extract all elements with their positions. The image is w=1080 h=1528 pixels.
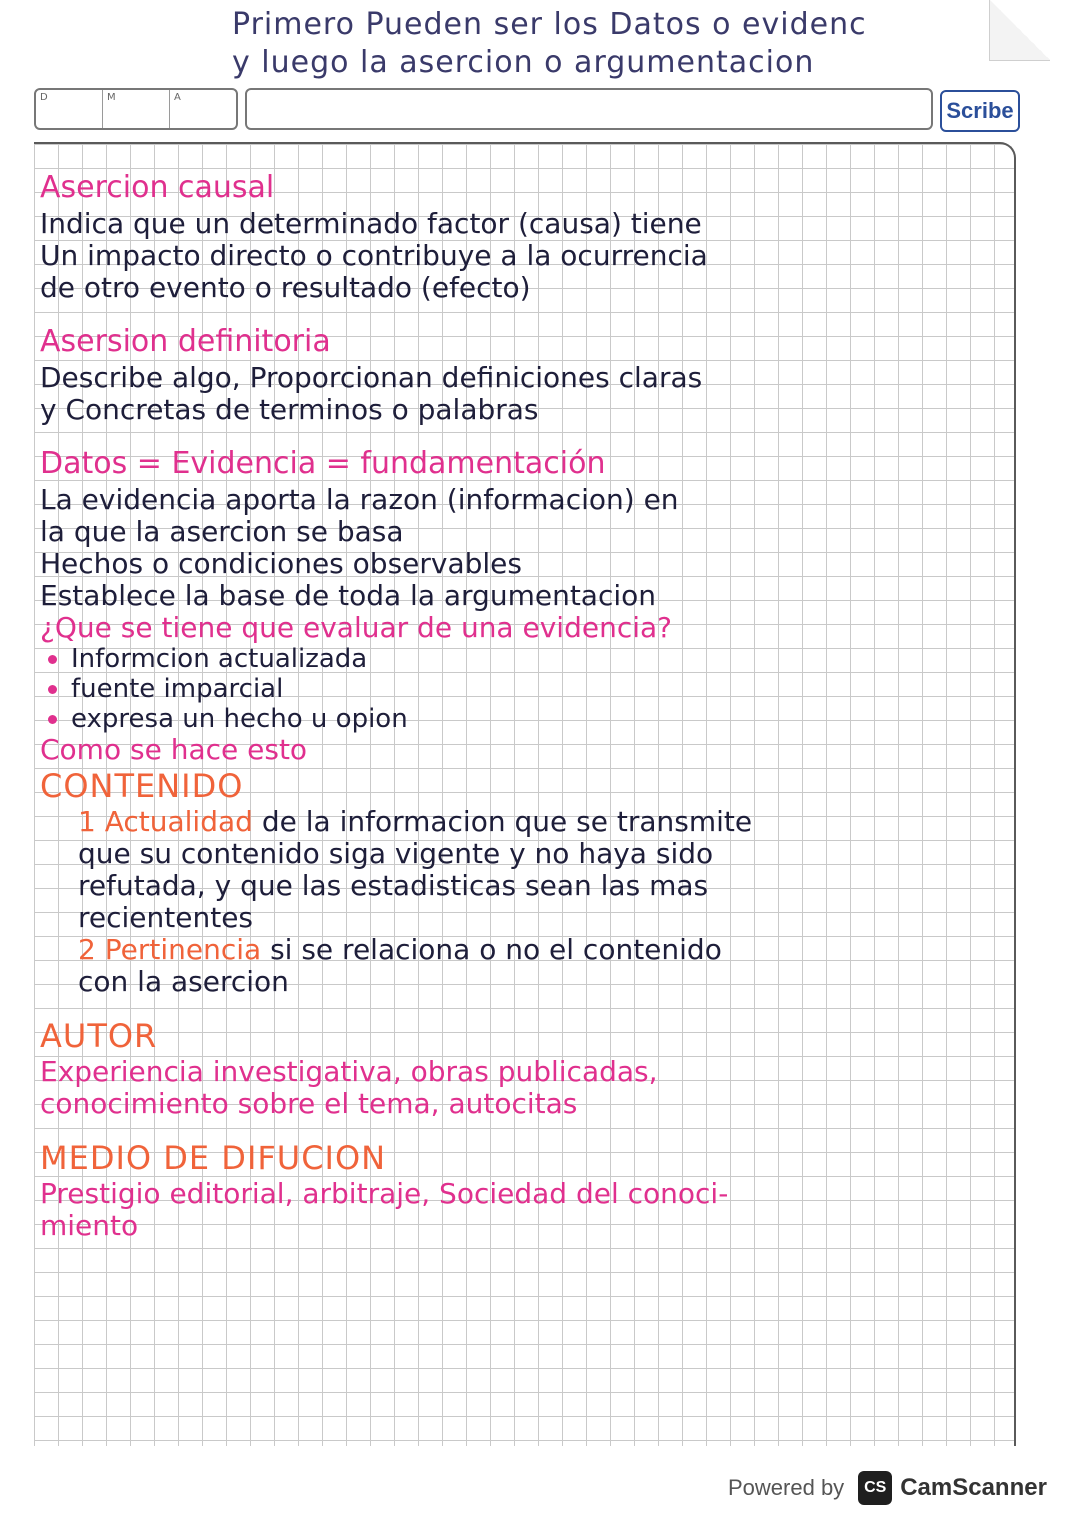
- section-definitoria-title: Asersion definitoria: [40, 324, 331, 359]
- list-item: [48, 704, 1000, 734]
- section-causal: [40, 168, 1000, 304]
- medio-line-2: miento: [40, 1209, 139, 1242]
- definitoria-line-1: Describe algo, Proporcionan definiciones claras: [40, 361, 703, 394]
- bullet-dot-icon: [48, 655, 57, 664]
- header-note-line-2: y luego la asercion o argumentacion: [232, 45, 815, 80]
- datos-bullet-list: [40, 644, 1000, 734]
- autor-line-2: conocimiento sobre el tema, autocitas: [40, 1087, 578, 1120]
- section-definitoria: [40, 322, 1000, 426]
- header-note-line-1: Primero Pueden ser los Datos o evidenc: [232, 7, 867, 42]
- section-autor-title: AUTOR: [40, 1017, 158, 1055]
- section-datos-title: Datos = Evidencia = fundamentación: [40, 446, 606, 481]
- date-box: [34, 88, 238, 130]
- date-day-cell: D: [36, 90, 103, 128]
- contenido-item-1-line-4: reciententes: [78, 901, 254, 934]
- contenido-item-1-label: 1 Actualidad: [78, 805, 253, 838]
- title-box: [245, 88, 933, 130]
- causal-line-3: de otro evento o resultado (efecto): [40, 271, 531, 304]
- datos-line-4: Establece la base de toda la argumentacion: [40, 579, 657, 612]
- medio-line-1: Prestigio editorial, arbitraje, Sociedad del conoci-: [40, 1177, 729, 1210]
- section-causal-title: Asercion causal: [40, 170, 275, 205]
- contenido-item-1-line-1: de la informacion que se transmite: [261, 805, 753, 838]
- camscanner-logo-icon: CS: [858, 1471, 892, 1505]
- contenido-item-2: [40, 934, 1000, 966]
- bullet-text: expresa un hecho u opion: [71, 704, 408, 734]
- section-autor: [40, 1016, 1000, 1120]
- powered-by-text: Powered by: [728, 1475, 845, 1500]
- datos-line-1: La evidencia aporta la razon (informacion) en: [40, 483, 679, 516]
- section-datos: [40, 444, 1000, 766]
- contenido-item-1-line-3: refutada, y que las estadisticas sean las mas: [78, 869, 709, 902]
- bullet-text: Informcion actualizada: [71, 644, 368, 674]
- section-contenido: [40, 766, 1000, 998]
- bullet-text: fuente imparcial: [71, 674, 284, 704]
- contenido-item-1-line-2: que su contenido siga vigente y no haya sido: [78, 837, 714, 870]
- header-note: [232, 6, 992, 82]
- camscanner-name: CamScanner: [900, 1474, 1047, 1501]
- date-year-cell: A: [174, 92, 181, 103]
- contenido-item-2-label: 2 Pertinencia: [78, 933, 262, 966]
- list-item: [48, 644, 1000, 674]
- bullet-dot-icon: [48, 685, 57, 694]
- list-item: [48, 674, 1000, 704]
- camscanner-footer: [728, 1466, 1047, 1510]
- datos-question: ¿Que se tiene que evaluar de una evidencia?: [40, 611, 673, 644]
- page-corner-fold: [989, 0, 1050, 61]
- notes-content: [40, 168, 1000, 1242]
- contenido-item-2-line-1: si se relaciona o no el contenido: [270, 933, 722, 966]
- datos-line-2: la que la asercion se basa: [40, 515, 404, 548]
- contenido-item-1: [40, 806, 1000, 838]
- section-medio-title: MEDIO DE DIFUCION: [40, 1139, 387, 1177]
- scribe-brand-logo: Scribe: [940, 90, 1020, 132]
- section-contenido-title: CONTENIDO: [40, 767, 244, 805]
- causal-line-2: Un impacto directo o contribuye a la ocurrencia: [40, 239, 708, 272]
- causal-line-1: Indica que un determinado factor (causa) tiene: [40, 207, 702, 240]
- bullet-dot-icon: [48, 715, 57, 724]
- date-month-cell: M: [103, 90, 170, 128]
- contenido-item-2-line-2: con la asercion: [78, 965, 289, 998]
- datos-line-3: Hechos o condiciones observables: [40, 547, 522, 580]
- autor-line-1: Experiencia investigativa, obras publicadas,: [40, 1055, 658, 1088]
- definitoria-line-2: y Concretas de terminos o palabras: [40, 393, 539, 426]
- datos-how: Como se hace esto: [40, 733, 308, 766]
- section-medio: [40, 1138, 1000, 1242]
